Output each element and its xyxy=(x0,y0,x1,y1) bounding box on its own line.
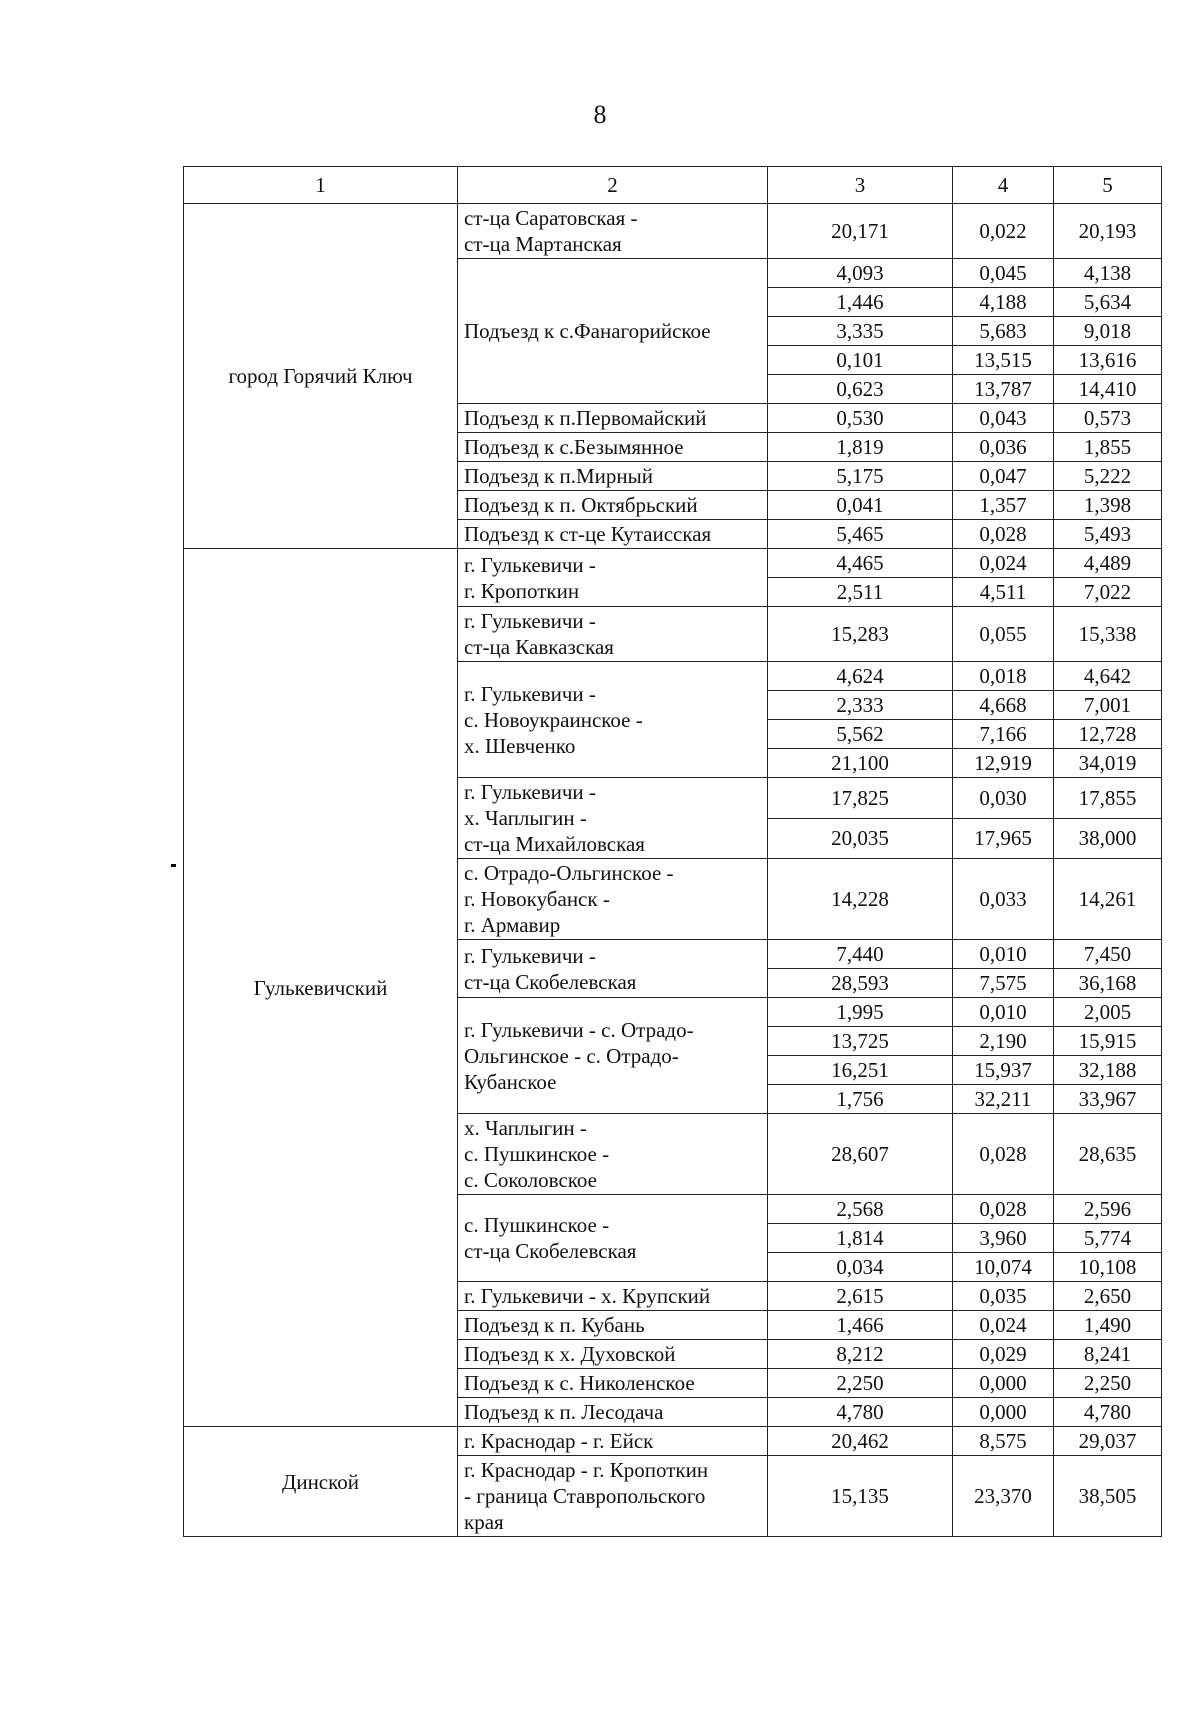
value-col3: 2,568 xyxy=(768,1195,953,1224)
road-name-line: Подъезд к п.Первомайский xyxy=(464,406,707,430)
value-col3: 2,511 xyxy=(768,578,953,607)
value-col3: 13,725 xyxy=(768,1027,953,1056)
value-col5: 9,018 xyxy=(1054,317,1162,346)
value-col3: 4,624 xyxy=(768,662,953,691)
value-col3: 15,283 xyxy=(768,607,953,662)
road-name xyxy=(458,491,768,520)
value-col5: 4,780 xyxy=(1054,1398,1162,1427)
value-col4: 0,029 xyxy=(953,1340,1054,1369)
road-name-line: с. Отрадо-Ольгинское - xyxy=(464,861,674,885)
value-col5: 29,037 xyxy=(1054,1427,1162,1456)
value-col5: 1,398 xyxy=(1054,491,1162,520)
table-body xyxy=(184,204,1162,1537)
road-name xyxy=(458,433,768,462)
road-name-line: г. Гулькевичи - с. Отрадо- xyxy=(464,1017,694,1042)
value-col5: 2,596 xyxy=(1054,1195,1162,1224)
road-name xyxy=(458,1456,768,1537)
value-col3: 1,756 xyxy=(768,1085,953,1114)
road-name xyxy=(458,520,768,549)
value-col4: 0,024 xyxy=(953,1311,1054,1340)
value-col5: 2,005 xyxy=(1054,998,1162,1027)
road-name-line: г. Кропоткин xyxy=(464,578,580,603)
value-col4: 0,000 xyxy=(953,1398,1054,1427)
road-name-line: Подъезд к х. Духовской xyxy=(464,1342,676,1366)
value-col3: 0,623 xyxy=(768,375,953,404)
value-col4: 0,033 xyxy=(953,859,1054,940)
value-col3: 8,212 xyxy=(768,1340,953,1369)
value-col4: 0,010 xyxy=(953,998,1054,1027)
value-col4: 12,919 xyxy=(953,749,1054,778)
value-col3: 20,171 xyxy=(768,204,953,259)
value-col4: 4,188 xyxy=(953,288,1054,317)
value-col4: 0,047 xyxy=(953,462,1054,491)
road-name-line: края xyxy=(464,1510,504,1534)
value-col5: 1,490 xyxy=(1054,1311,1162,1340)
road-name-line: Подъезд к с.Фанагорийское xyxy=(464,319,711,343)
road-name xyxy=(458,1340,768,1369)
road-name xyxy=(458,549,768,607)
value-col3: 1,995 xyxy=(768,998,953,1027)
value-col4: 0,030 xyxy=(953,778,1054,819)
value-col4: 0,018 xyxy=(953,662,1054,691)
value-col3: 0,034 xyxy=(768,1253,953,1282)
value-col5: 20,193 xyxy=(1054,204,1162,259)
value-col4: 10,074 xyxy=(953,1253,1054,1282)
value-col4: 0,055 xyxy=(953,607,1054,662)
value-col3: 20,462 xyxy=(768,1427,953,1456)
value-col4: 0,036 xyxy=(953,433,1054,462)
value-col4: 5,683 xyxy=(953,317,1054,346)
value-col4: 13,787 xyxy=(953,375,1054,404)
value-col4: 0,035 xyxy=(953,1282,1054,1311)
value-col5: 5,222 xyxy=(1054,462,1162,491)
value-col4: 7,575 xyxy=(953,969,1054,998)
region-name: город Горячий Ключ xyxy=(184,204,458,549)
road-name-line: Подъезд к п. Кубань xyxy=(464,1313,645,1337)
value-col4: 0,028 xyxy=(953,520,1054,549)
region-name: Динской xyxy=(184,1427,458,1537)
value-col5: 14,410 xyxy=(1054,375,1162,404)
value-col4: 3,960 xyxy=(953,1224,1054,1253)
value-col3: 14,228 xyxy=(768,859,953,940)
column-header: 5 xyxy=(1054,167,1162,204)
value-col5: 5,634 xyxy=(1054,288,1162,317)
road-name-line: г. Новокубанск - xyxy=(464,887,610,911)
value-col3: 5,465 xyxy=(768,520,953,549)
value-col3: 4,780 xyxy=(768,1398,953,1427)
value-col5: 13,616 xyxy=(1054,346,1162,375)
value-col4: 0,028 xyxy=(953,1114,1054,1195)
column-header: 2 xyxy=(458,167,768,204)
road-name-line: Подъезд к п. Лесодача xyxy=(464,1400,664,1424)
road-name xyxy=(458,1369,768,1398)
table-row xyxy=(184,204,1162,259)
road-name-line: г. Гулькевичи - xyxy=(464,609,596,633)
value-col4: 0,000 xyxy=(953,1369,1054,1398)
value-col3: 0,101 xyxy=(768,346,953,375)
road-name-line: ст-ца Скобелевская xyxy=(464,969,637,994)
road-name-line: г. Гулькевичи - xyxy=(464,552,596,577)
road-name-line: Подъезд к с.Безымянное xyxy=(464,435,684,459)
road-name xyxy=(458,462,768,491)
road-name xyxy=(458,998,768,1114)
value-col5: 5,493 xyxy=(1054,520,1162,549)
road-name-line: ст-ца Саратовская - xyxy=(464,206,638,230)
value-col5: 4,138 xyxy=(1054,259,1162,288)
road-name xyxy=(458,1282,768,1311)
road-name xyxy=(458,1398,768,1427)
value-col5: 8,241 xyxy=(1054,1340,1162,1369)
road-name-line: г. Гулькевичи - х. Крупский xyxy=(464,1284,711,1308)
value-col3: 21,100 xyxy=(768,749,953,778)
road-name-line: Ольгинское - с. Отрадо- xyxy=(464,1043,679,1068)
value-col5: 14,261 xyxy=(1054,859,1162,940)
value-col5: 5,774 xyxy=(1054,1224,1162,1253)
road-name xyxy=(458,404,768,433)
value-col4: 15,937 xyxy=(953,1056,1054,1085)
value-col4: 0,022 xyxy=(953,204,1054,259)
value-col5: 12,728 xyxy=(1054,720,1162,749)
value-col3: 1,446 xyxy=(768,288,953,317)
road-name-line: с. Пушкинское - xyxy=(464,1213,610,1237)
value-col4: 17,965 xyxy=(953,818,1054,859)
road-name-line: г. Гулькевичи - xyxy=(464,780,596,804)
value-col3: 2,333 xyxy=(768,691,953,720)
value-col5: 33,967 xyxy=(1054,1085,1162,1114)
road-name-line: х. Чаплыгин - xyxy=(464,806,587,830)
road-name-line: с. Новоукраинское - xyxy=(464,707,643,732)
value-col3: 4,465 xyxy=(768,549,953,578)
road-name-line: ст-ца Скобелевская xyxy=(464,1239,637,1263)
road-name-line: г. Краснодар - г. Ейск xyxy=(464,1429,654,1453)
value-col4: 0,045 xyxy=(953,259,1054,288)
value-col4: 0,028 xyxy=(953,1195,1054,1224)
value-col3: 0,041 xyxy=(768,491,953,520)
value-col4: 8,575 xyxy=(953,1427,1054,1456)
value-col4: 2,190 xyxy=(953,1027,1054,1056)
road-name-line: Подъезд к п. Октябрьский xyxy=(464,493,698,517)
value-col3: 17,825 xyxy=(768,778,953,819)
road-name xyxy=(458,1311,768,1340)
column-header: 4 xyxy=(953,167,1054,204)
value-col3: 1,466 xyxy=(768,1311,953,1340)
road-name-line: ст-ца Мартанская xyxy=(464,232,622,256)
roads-table xyxy=(183,166,1162,1537)
page-number: 8 xyxy=(593,100,607,129)
road-name-line: ст-ца Кавказская xyxy=(464,635,614,659)
road-name xyxy=(458,204,768,259)
value-col5: 36,168 xyxy=(1054,969,1162,998)
value-col4: 0,043 xyxy=(953,404,1054,433)
table-row xyxy=(184,1427,1162,1456)
table-row xyxy=(184,549,1162,578)
road-name xyxy=(458,940,768,998)
road-name xyxy=(458,778,768,859)
value-col5: 4,489 xyxy=(1054,549,1162,578)
road-name xyxy=(458,259,768,404)
value-col5: 7,022 xyxy=(1054,578,1162,607)
road-name-line: г. Гулькевичи - xyxy=(464,681,596,706)
road-name-line: Подъезд к с. Николенское xyxy=(464,1371,695,1395)
value-col5: 17,855 xyxy=(1054,778,1162,819)
value-col4: 13,515 xyxy=(953,346,1054,375)
value-col5: 15,338 xyxy=(1054,607,1162,662)
value-col4: 1,357 xyxy=(953,491,1054,520)
value-col3: 5,562 xyxy=(768,720,953,749)
value-col3: 7,440 xyxy=(768,940,953,969)
value-col5: 32,188 xyxy=(1054,1056,1162,1085)
value-col3: 1,814 xyxy=(768,1224,953,1253)
value-col4: 0,024 xyxy=(953,549,1054,578)
value-col3: 1,819 xyxy=(768,433,953,462)
road-name xyxy=(458,859,768,940)
value-col5: 38,000 xyxy=(1054,818,1162,859)
value-col3: 20,035 xyxy=(768,818,953,859)
value-col4: 32,211 xyxy=(953,1085,1054,1114)
value-col5: 15,915 xyxy=(1054,1027,1162,1056)
road-name-line: г. Гулькевичи - xyxy=(464,943,596,968)
value-col3: 0,530 xyxy=(768,404,953,433)
value-col5: 2,650 xyxy=(1054,1282,1162,1311)
value-col5: 7,001 xyxy=(1054,691,1162,720)
road-name-line: ст-ца Михайловская xyxy=(464,832,645,856)
value-col3: 28,593 xyxy=(768,969,953,998)
value-col3: 5,175 xyxy=(768,462,953,491)
value-col5: 38,505 xyxy=(1054,1456,1162,1537)
road-name-line: Подъезд к п.Мирный xyxy=(464,464,653,488)
margin-tick-mark xyxy=(171,864,176,867)
road-name-line: - граница Ставропольского xyxy=(464,1484,706,1508)
road-name-line: с. Соколовское xyxy=(464,1168,597,1192)
header-row xyxy=(184,167,1162,204)
value-col5: 2,250 xyxy=(1054,1369,1162,1398)
value-col3: 28,607 xyxy=(768,1114,953,1195)
value-col3: 15,135 xyxy=(768,1456,953,1537)
value-col5: 10,108 xyxy=(1054,1253,1162,1282)
value-col5: 0,573 xyxy=(1054,404,1162,433)
value-col3: 3,335 xyxy=(768,317,953,346)
road-name xyxy=(458,607,768,662)
column-header: 3 xyxy=(768,167,953,204)
road-name-line: с. Пушкинское - xyxy=(464,1142,610,1166)
road-name xyxy=(458,1114,768,1195)
road-name-line: г. Армавир xyxy=(464,913,561,937)
value-col5: 34,019 xyxy=(1054,749,1162,778)
value-col4: 0,010 xyxy=(953,940,1054,969)
value-col5: 1,855 xyxy=(1054,433,1162,462)
road-name xyxy=(458,1195,768,1282)
road-name-line: х. Чаплыгин - xyxy=(464,1116,587,1140)
value-col4: 4,668 xyxy=(953,691,1054,720)
region-name: Гулькевичский xyxy=(184,549,458,1427)
road-name-line: Подъезд к ст-це Кутаисская xyxy=(464,522,712,546)
value-col3: 2,250 xyxy=(768,1369,953,1398)
value-col3: 4,093 xyxy=(768,259,953,288)
road-name xyxy=(458,1427,768,1456)
value-col4: 7,166 xyxy=(953,720,1054,749)
road-name-line: х. Шевченко xyxy=(464,733,576,758)
value-col4: 4,511 xyxy=(953,578,1054,607)
value-col5: 28,635 xyxy=(1054,1114,1162,1195)
road-name xyxy=(458,662,768,778)
value-col5: 7,450 xyxy=(1054,940,1162,969)
road-name-line: г. Краснодар - г. Кропоткин xyxy=(464,1458,709,1482)
value-col5: 4,642 xyxy=(1054,662,1162,691)
value-col4: 23,370 xyxy=(953,1456,1054,1537)
road-name-line: Кубанское xyxy=(464,1069,557,1094)
value-col3: 2,615 xyxy=(768,1282,953,1311)
column-header: 1 xyxy=(184,167,458,204)
value-col3: 16,251 xyxy=(768,1056,953,1085)
